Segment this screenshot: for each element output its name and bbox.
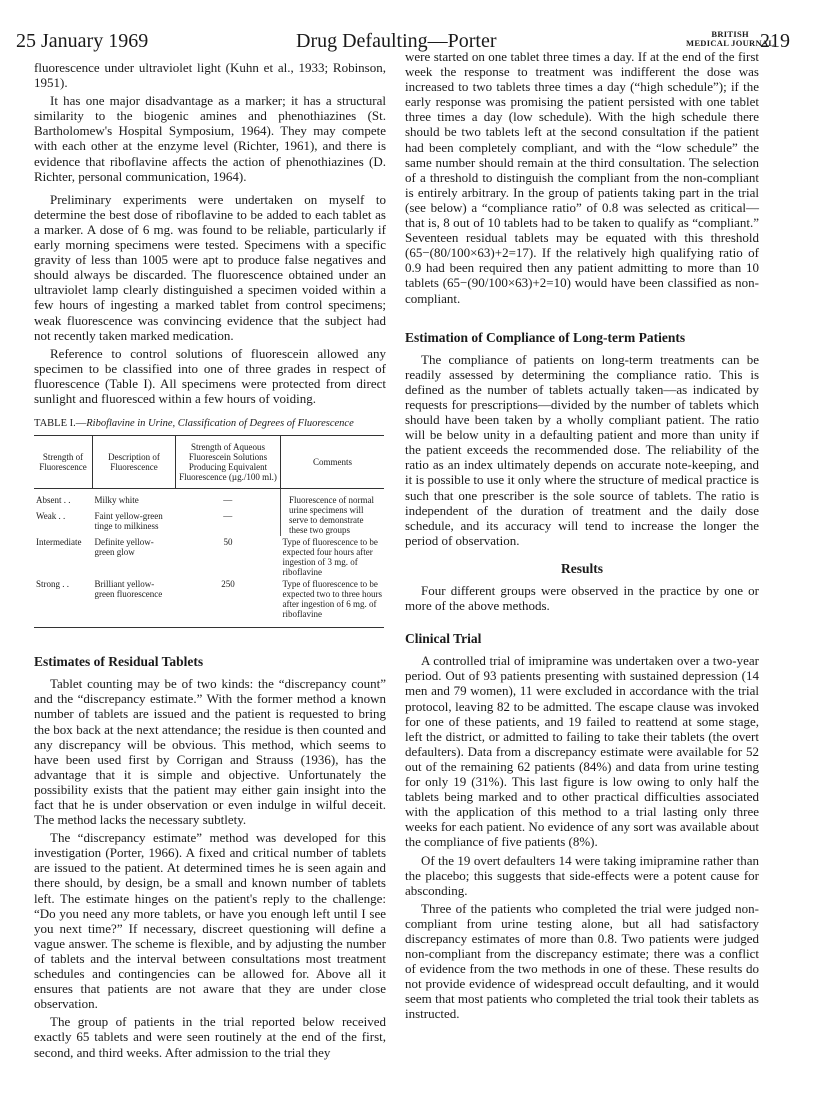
table-caption xyxy=(34,416,386,431)
section-heading: Clinical Trial xyxy=(405,631,482,647)
cell-description: Definite yellow-green glow xyxy=(94,537,154,558)
paragraph: It has one major disadvantage as a marker; it has a structural similarity to the biogenic amines and phenothiazines (St. Bartholomew's Hospital Symposium, 1964). They may compete with each other at the enzyme level (Richter, 1961), and there is evidence that riboflavine affects the action of phenothiazines (D. Richter, personal communication, 1964). xyxy=(34,93,386,184)
cell-description: Milky white xyxy=(94,495,139,506)
table-row xyxy=(34,578,384,628)
paragraph: The “discrepancy estimate” method was developed for this investigation (Porter, 1966). A fixed and critical number of tablets are issued to the patient. At determined times he is seen again and there should, by design, be a small and known number of tablets left. The estimate hinges on the patient's reply to the challenge: “Do you need any more tablets, or have you enough left until I see you next time?” If necessary, discreet questioning will define a vague answer. The scheme is flexible, and by adjusting the number of tablets and the interval between consultations most treatment schedules and contingencies can be allowed for. Above all it ensures that patients are not aware that they are under close observation. xyxy=(34,830,386,1012)
column-header: Strength of Aqueous Fluorescein Solutions Producing Equivalent Fluorescence (µg./100 ml.) xyxy=(176,436,281,489)
cell-strength: Weak . . xyxy=(36,510,66,521)
paragraph: Of the 19 overt defaulters 14 were taking imipramine rather than the placebo; this suggests that side-effects were a potent cause for absconding. xyxy=(405,852,759,898)
cell-value: — xyxy=(223,510,233,521)
cell-value: 50 xyxy=(223,537,233,548)
running-header xyxy=(0,0,816,50)
cell-strength: Intermediate xyxy=(36,537,82,548)
table-1 xyxy=(34,416,386,628)
journal-line-1: BRITISH xyxy=(711,29,749,39)
paragraph: were started on one tablet three times a day. If at the end of the first week the response to treatment was indifferent the dose was increased to two tablets three times a day (“high schedule”); if the early response was promising the patient persisted with one tablet three times a day (low schedule). With the high schedule there should be two tablets left at the second consultation if the patient had been completely compliant, and with the “low schedule” the same number should remain at the third consultation. The selection of a threshold to distinguish the compliant from the non-compliant is entirely arbitrary. In the group of patients taking part in the trial (see below) a “compliance ratio” of 0.8 was selected as critical—that is, 8 out of 10 tablets had to be taken to qualify as “compliant.” Seventeen residual tablets may be equated with this threshold (65−(80/100×63)+2=17). If the relatively high qualifying ratio of 0.9 had been required then any patient admitting to more than 10 tablets (65−(90/100×63)+2=10) would have been classified as non-compliant. xyxy=(405,49,759,306)
table-header-row xyxy=(34,436,384,489)
journal-line-2: MEDICAL JOURNAL xyxy=(686,38,775,48)
cell-value: 250 xyxy=(176,578,281,628)
table-row xyxy=(34,489,384,510)
paragraph: Preliminary experiments were undertaken on myself to determine the best dose of riboflavine to be added to each tablet as a marker. A dose of 6 mg. was found to be reliable, particularly if early morning specimens were tested. Specimens with a specific gravity of less than 1005 were apt to produce false negatives and should always be discarded. The fluorescence obtained under an ultraviolet lamp clearly distinguished a specimen voided within a few hours of ingesting a marked tablet from control specimens; weak fluorescence was convincing evidence that the subject had not recently taken marked medication. xyxy=(34,191,386,343)
cell-value: — xyxy=(223,495,233,506)
cell-comment: Type of fluorescence to be expected four hours after ingestion of 3 mg. of riboflavine xyxy=(282,537,378,578)
fluorescence-table xyxy=(34,435,384,628)
paragraph: fluorescence under ultraviolet light (Kuhn et al., 1933; Robinson, 1951). xyxy=(34,60,386,91)
right-column xyxy=(405,49,759,1025)
left-column xyxy=(34,60,386,1063)
page-number: 219 xyxy=(760,30,790,52)
column-header: Description of Fluorescence xyxy=(93,436,176,489)
cell-strength: Absent . . xyxy=(36,495,71,506)
cell-comment: Type of fluorescence to be expected two to three hours after ingestion of 6 mg. of riboflavine xyxy=(281,578,385,628)
paragraph: Reference to control solutions of fluorescein allowed any specimen to be classified into one of three grades in respect of fluorescence (Table I). All specimens were protected from direct sunlight and fluoresced within a few hours of voiding. xyxy=(34,345,386,406)
table-caption-text: Riboflavine in Urine, Classification of Degrees of Fluorescence xyxy=(86,418,354,430)
paragraph: A controlled trial of imipramine was undertaken over a two-year period. Out of 93 patients presenting with sustained depression (14 men and 79 women), 11 were excluded in accordance with the trial protocol, leaving 82 to be admitted. The escape clause was invoked for one of these patients, and 19 failed to reattend at some stage, left the district, or admitted to failing to take their tablets (the overt defaulters). Data from a discrepancy estimate were available for 52 out of the remaining 62 patients (84%) and data from urine testing for only 19 (31%). This last figure is low owing to only half the tablets being marked and to other practical difficulties associated with the application of this method to a trial lasting only three weeks for each patient. No evidence of any sort was available about the compliance of five patients (8%). xyxy=(405,653,759,850)
section-heading: Estimates of Residual Tablets xyxy=(34,654,204,670)
cell-comment: Fluorescence of normal urine specimens will serve to demonstrate these two groups xyxy=(281,489,385,537)
cell-description: Brilliant yellow-green fluorescence xyxy=(93,578,176,628)
cell-strength: Strong . . xyxy=(34,578,93,628)
issue-date: 25 January 1969 xyxy=(16,30,149,52)
paragraph: Three of the patients who completed the trial were judged non-compliant from urine testing alone, but all had satisfactory discrepancy estimates of more than 0.8. Two patients were judged non-compliant from the discrepancy estimate; there was a conflict of evidence from the two methods in one of these. These results do not provide evidence of widespread occult defaulting, and it would seem that most patients who completed the trial took their tablets as instructed. xyxy=(405,900,759,1022)
section-heading: Estimation of Compliance of Long-term Patients xyxy=(405,329,686,345)
table-row xyxy=(34,536,384,578)
paragraph: The group of patients in the trial reported below received exactly 65 tablets and were seen routinely at the end of the first, second, and third weeks. After admission to the trial they xyxy=(34,1014,386,1060)
paragraph: Four different groups were observed in the practice by one or more of the above methods. xyxy=(405,583,759,614)
cell-description: Faint yellow-green tinge to milkiness xyxy=(94,510,163,531)
section-heading: Results xyxy=(560,560,603,576)
paragraph: Tablet counting may be of two kinds: the “discrepancy count” and the “discrepancy estimate.” With the former method a known number of tablets are issued and the patient is requested to bring the box back at the next attendance; the residue is then counted and any discrepancy will be obvious. This method, which seems to have been used first by Corrigan and Strauss (1936), has the advantage that it is simple and objective. Unfortunately the possibility exists that the patient may either gain insight into the fact that he is under observation or even indulge in wilful deceit. The method lacks the necessary subtlety. xyxy=(34,676,386,828)
column-header: Strength of Fluorescence xyxy=(34,436,93,489)
paragraph: The compliance of patients on long-term treatments can be readily assessed by determining the compliance ratio. This is defined as the number of tablets actually taken—as indicated by requests for prescriptions—divided by the number of tablets which should have been taken by a wholly compliant patient. The ratio will be below unity in a defaulting patient and more than unity if the patient exceeds the recommended dose. The reliability of the ratio as an index ultimately depends on accurate note-keeping, and it is possible to use it only where the structure of medical practice is such that one prescriber is the sole source of tablets. The ratio is independent of the duration of treatment and the daily dose schedule, and its accuracy will tend to increase the longer the period of observation. xyxy=(405,351,759,548)
column-header: Comments xyxy=(281,436,385,489)
running-title: Drug Defaulting—Porter xyxy=(296,30,497,52)
table-caption-number: TABLE I.— xyxy=(34,418,87,430)
